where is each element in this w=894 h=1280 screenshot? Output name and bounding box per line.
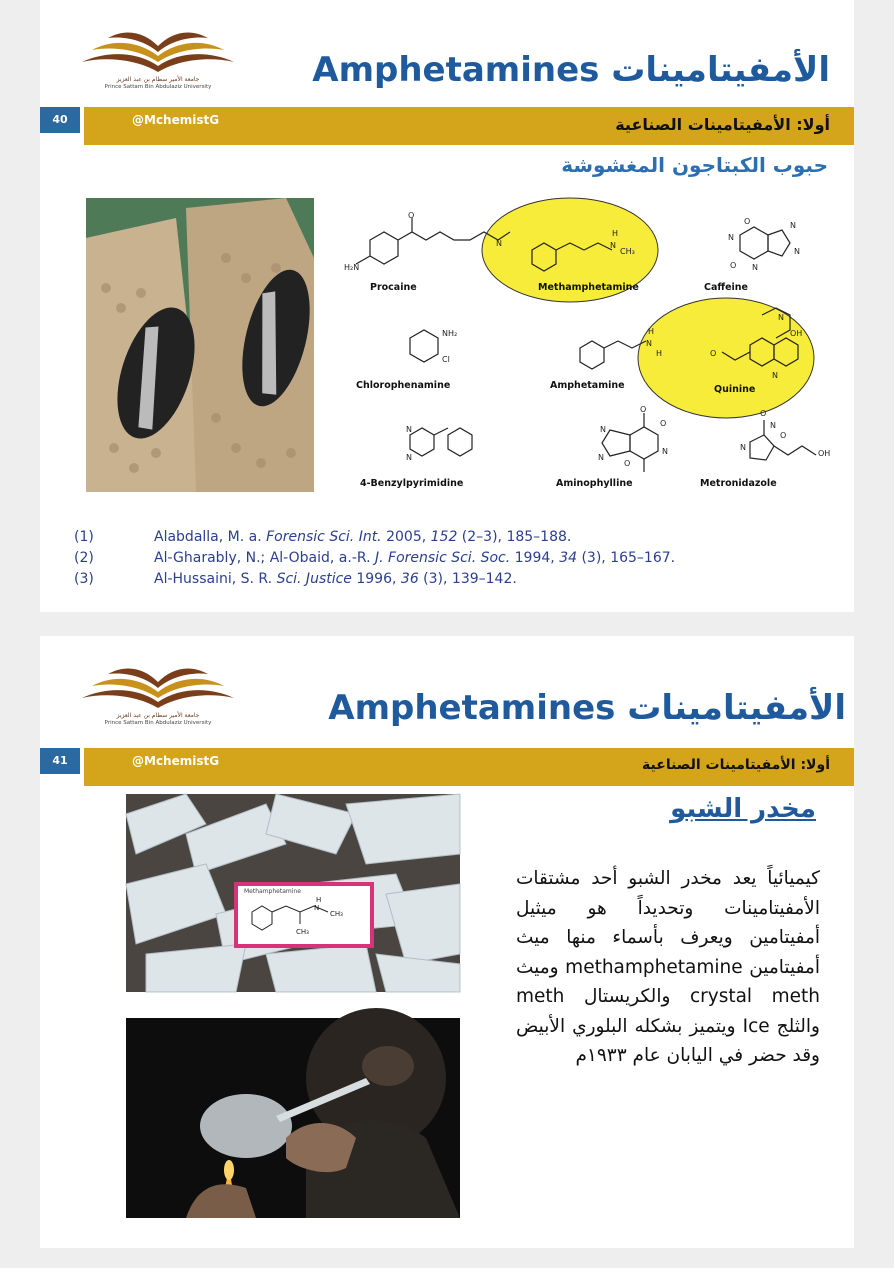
- section-bar: [84, 107, 854, 145]
- crystal-meth-photo: [126, 794, 460, 992]
- inset-ch3: CH₃: [296, 928, 309, 936]
- svg-text:O: O: [730, 261, 737, 270]
- label-quinine: Quinine: [714, 384, 756, 395]
- university-logo: [78, 658, 238, 736]
- label-aminophylline: Aminophylline: [556, 478, 633, 489]
- svg-text:NH₂: NH₂: [442, 329, 458, 338]
- slide-41: [40, 636, 854, 1248]
- shabu-heading: مخدر الشبو: [670, 794, 816, 824]
- book-logo-icon: [78, 658, 238, 714]
- slide-title: [312, 50, 830, 90]
- svg-text:O: O: [710, 349, 717, 358]
- inset-methamphetamine-structure: [244, 894, 368, 940]
- captagon-subheading: حبوب الكبتاجون المغشوشة: [561, 153, 828, 177]
- author-handle: @MchemistG: [132, 113, 220, 127]
- logo-english-text: Prince Sattam Bin Abdulaziz University: [104, 720, 212, 726]
- svg-text:N: N: [662, 447, 668, 456]
- svg-text:O: O: [624, 459, 631, 468]
- svg-text:CH₃: CH₃: [620, 247, 635, 256]
- svg-text:N: N: [778, 313, 784, 322]
- logo-english-text: Prince Sattam Bin Abdulaziz University: [104, 84, 212, 90]
- svg-text:N: N: [728, 233, 734, 242]
- inset-n: N: [314, 904, 320, 912]
- svg-text:OH: OH: [790, 329, 803, 338]
- title-english: Amphetamines: [328, 688, 616, 728]
- title-arabic: الأمفيتامينات: [611, 50, 830, 90]
- page-number: 40: [40, 107, 80, 133]
- svg-text:OH: OH: [818, 449, 831, 458]
- svg-text:N: N: [646, 339, 652, 348]
- svg-text:O: O: [640, 405, 647, 414]
- logo-arabic-text: جامعة الأمير سطام بن عبد العزيز: [116, 76, 200, 83]
- svg-text:O: O: [744, 217, 751, 226]
- section-heading: أولا: الأمفيتامينات الصناعية: [642, 757, 830, 773]
- svg-text:H: H: [612, 229, 619, 238]
- captagon-pills-photo: [86, 198, 314, 492]
- svg-text:N: N: [794, 247, 800, 256]
- title-arabic: الأمفيتامينات: [627, 688, 846, 728]
- inset-caption: Methamphetamine: [244, 888, 301, 895]
- page-number: 41: [40, 748, 80, 774]
- svg-text:O: O: [760, 409, 767, 418]
- svg-text:H₂N: H₂N: [344, 263, 360, 272]
- slide-40: [40, 0, 854, 612]
- svg-text:N: N: [790, 221, 796, 230]
- bottom-page-edge: [0, 1268, 894, 1280]
- university-logo: [78, 22, 238, 100]
- svg-text:N: N: [740, 443, 746, 452]
- label-amphetamine: Amphetamine: [550, 380, 625, 391]
- chemical-structures: [310, 210, 831, 490]
- svg-text:Cl: Cl: [442, 355, 450, 364]
- title-english: Amphetamines: [312, 50, 600, 90]
- label-metronidazole: Metronidazole: [700, 478, 777, 489]
- svg-text:N: N: [598, 453, 604, 462]
- svg-text:N: N: [496, 239, 502, 248]
- reference-item: (1) Alabdalla, M. a. Forensic Sci. Int. 2005, 152 (2–3), 185–188.: [74, 529, 572, 545]
- label-caffeine: Caffeine: [704, 282, 748, 293]
- label-benzylpyrimidine: 4-Benzylpyrimidine: [360, 478, 464, 489]
- svg-text:H: H: [656, 349, 663, 358]
- svg-text:H: H: [648, 327, 655, 336]
- references-list: [74, 527, 675, 590]
- svg-text:N: N: [752, 263, 758, 272]
- reference-item: (2) Al-Gharably, N.; Al-Obaid, a.-R. J. Forensic Sci. Soc. 1994, 34 (3), 165–167.: [74, 550, 676, 566]
- inset-h: H: [316, 896, 322, 904]
- svg-text:O: O: [408, 211, 415, 220]
- logo-arabic-text: جامعة الأمير سطام بن عبد العزيز: [116, 712, 200, 719]
- svg-text:N: N: [406, 453, 412, 462]
- label-methamphetamine: Methamphetamine: [538, 282, 639, 293]
- section-heading: أولا: الأمفيتامينات الصناعية: [615, 115, 830, 134]
- label-procaine: Procaine: [370, 282, 417, 293]
- svg-text:O: O: [780, 431, 787, 440]
- slide-title: [328, 688, 846, 728]
- smoking-person-photo: [126, 1018, 460, 1218]
- svg-text:N: N: [600, 425, 606, 434]
- reference-item: (3) Al-Hussaini, S. R. Sci. Justice 1996, 36 (3), 139–142.: [74, 571, 517, 587]
- svg-text:N: N: [406, 425, 412, 434]
- svg-text:N: N: [770, 421, 776, 430]
- book-logo-icon: [78, 22, 238, 78]
- svg-text:O: O: [660, 419, 667, 428]
- shabu-paragraph: كيميائياً يعد مخدر الشبو أحد مشتقات الأمفيتامينات وتحديداً هو ميثيل أمفيتامين ويعرف بأسماء منها ميث أمفيتامين methamphetamine وميث crystal meth والكريستال meth والثلج Ice ويتميز بشكله البلوري الأبيض وقد حضر في اليابان عام ١٩٣٣م: [516, 868, 821, 1066]
- label-chlorophenamine: Chlorophenamine: [356, 380, 451, 391]
- inset-ch3-right: CH₃: [330, 910, 343, 918]
- section-bar: [84, 748, 854, 786]
- author-handle: @MchemistG: [132, 754, 220, 768]
- svg-text:N: N: [610, 241, 616, 250]
- svg-text:N: N: [772, 371, 778, 380]
